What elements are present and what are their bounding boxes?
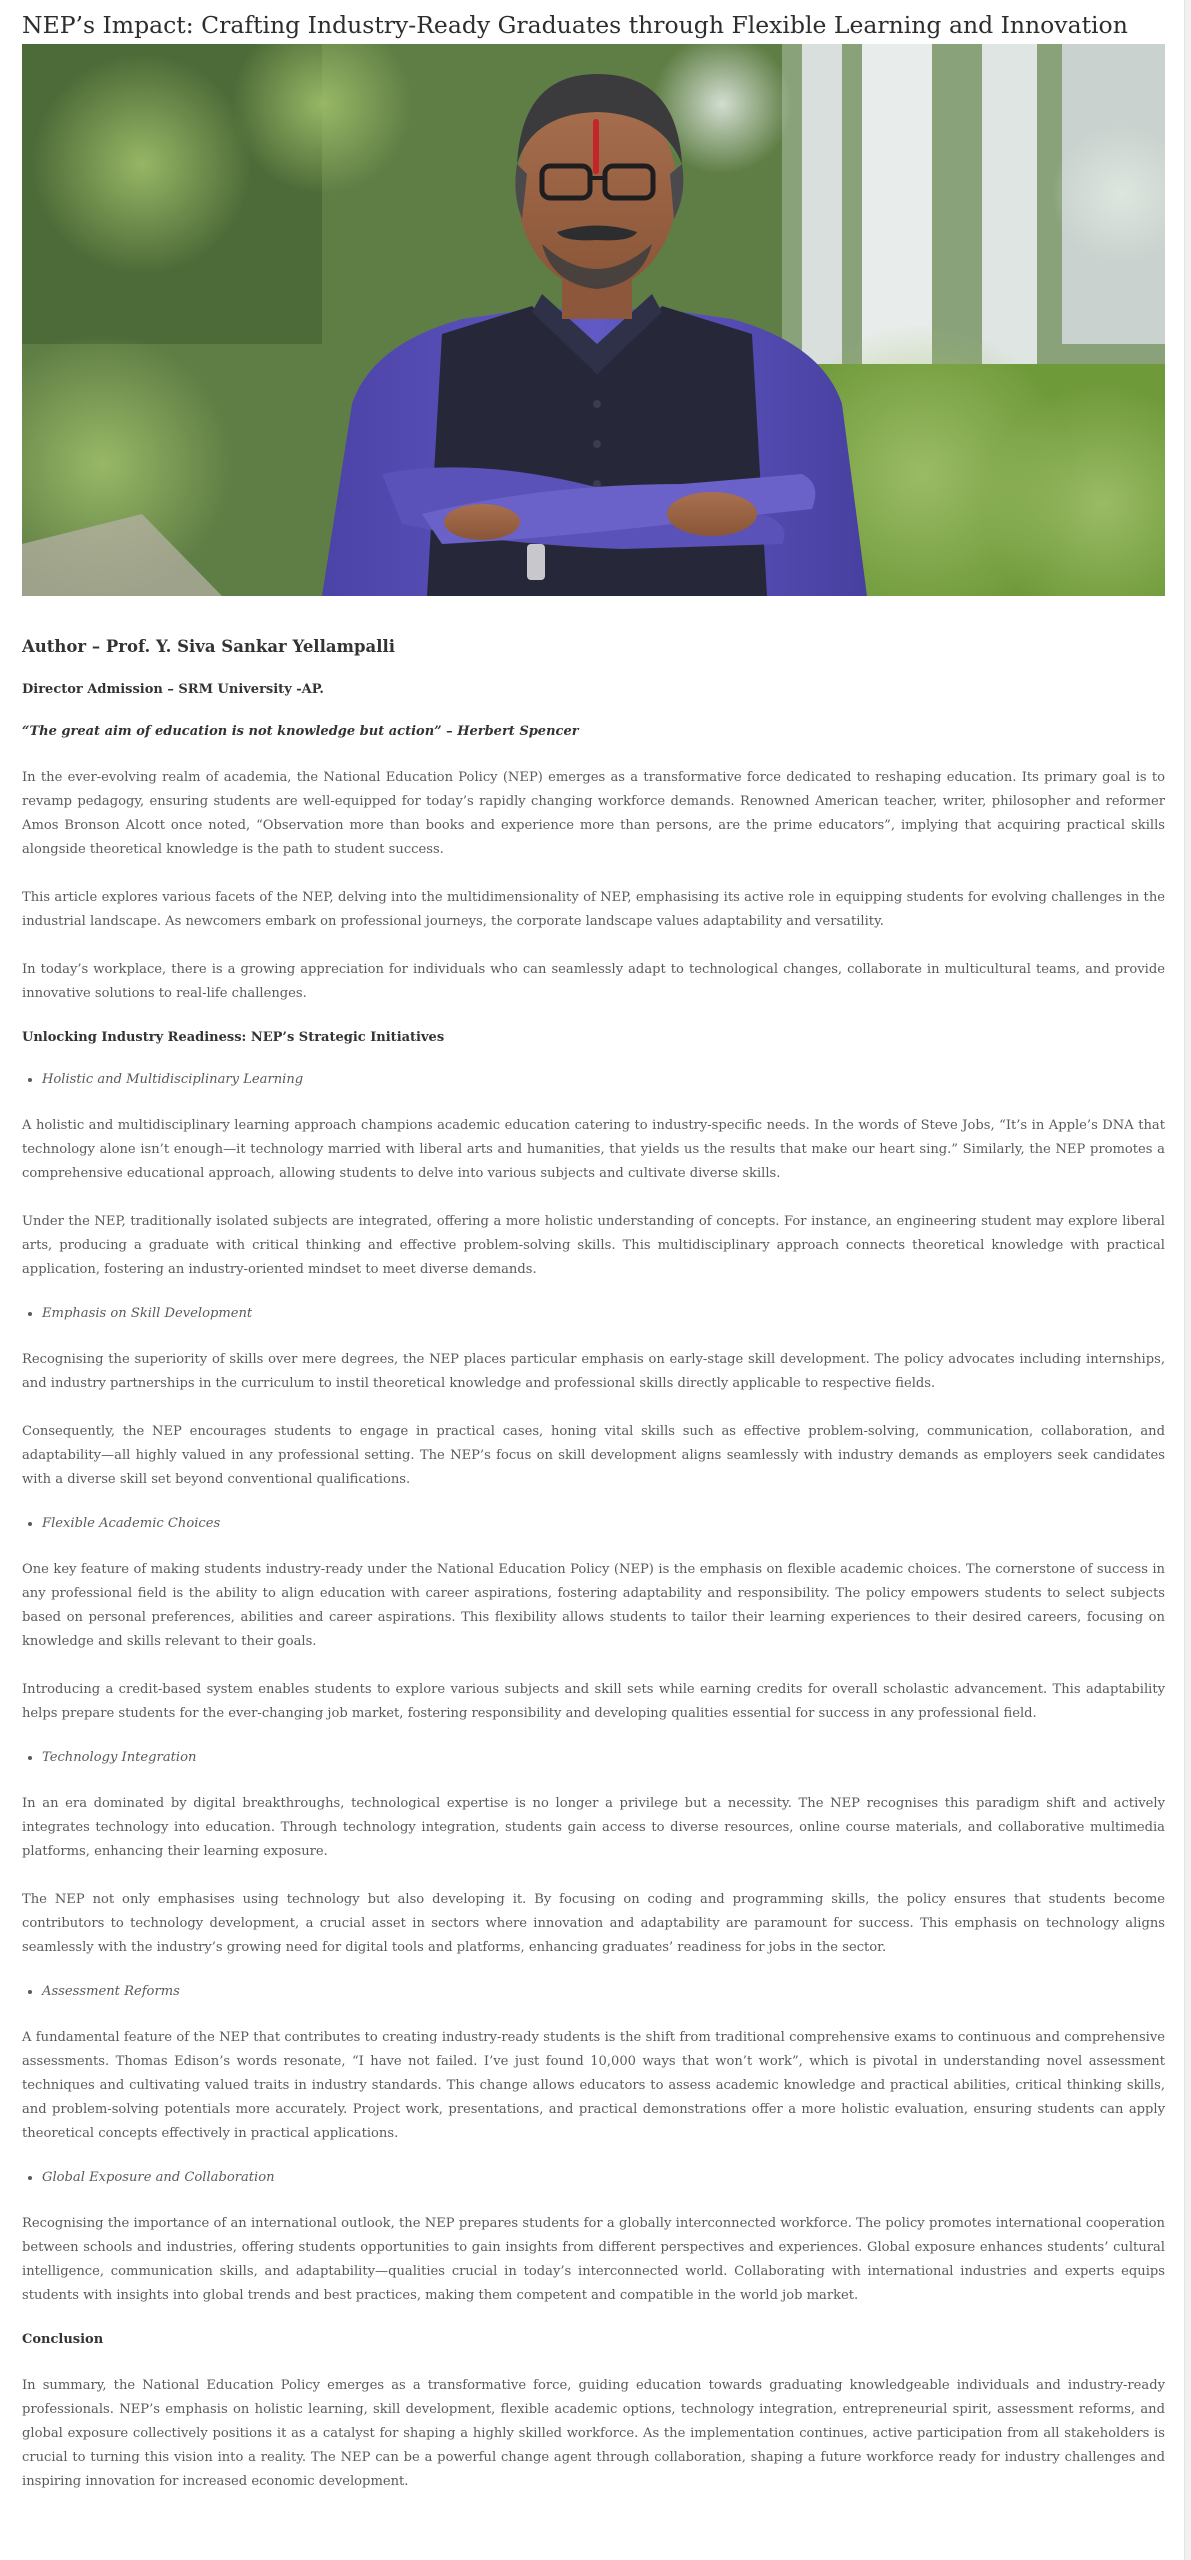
section-bullet — [22, 1304, 1165, 1324]
section-bullet — [22, 1982, 1165, 2002]
author-photo-illustration — [22, 44, 1165, 596]
section-bullet — [22, 1070, 1165, 1090]
initiatives-heading: Unlocking Industry Readiness: NEP’s Strategic Initiatives — [22, 1030, 445, 1045]
section-paragraph: Introducing a credit-based system enables students to explore various subjects and skill sets while earning credits for overall scholastic advancement. This adaptability helps prepare students for the ever-changing job market, fostering responsibility and developing qualities essential for success in any professional field. — [22, 1682, 1165, 1721]
intro-paragraph: In the ever-evolving realm of academia, the National Education Policy (NEP) emerges as a transformative force dedicated to reshaping education. Its primary goal is to revamp pedagogy, ensuring students are well-equipped for today’s rapidly changing workforce demands. Renowned American teacher, writer, philosopher and reformer Amos Bronson Alcott once noted, “Observation more than books and experience more than persons, are the prime educators”, implying that acquiring practical skills alongside theoretical knowledge is the path to student success. — [22, 770, 1165, 857]
conclusion-heading: Conclusion — [22, 2332, 104, 2347]
section-bullet — [22, 1748, 1165, 1768]
article — [22, 0, 1165, 2494]
section-paragraph: Recognising the superiority of skills over mere degrees, the NEP places particular emphasis on early-stage skill development. The policy advocates including internships, and industry partnerships in the curriculum to instil theoretical knowledge and professional skills directly applicable to respective fields. — [22, 1352, 1165, 1391]
opening-quote: “The great aim of education is not knowledge but action” – Herbert Spencer — [22, 724, 579, 739]
section-heading-technology: • Technology Integration — [42, 1748, 1165, 1768]
page-scrollbar[interactable] — [1184, 0, 1191, 2560]
author-photo — [22, 44, 1165, 596]
section-heading-skills: • Emphasis on Skill Development — [42, 1304, 1165, 1324]
article-title: NEP’s Impact: Crafting Industry-Ready Graduates through Flexible Learning and Innovation — [22, 11, 1128, 39]
section-paragraph: Consequently, the NEP encourages students to engage in practical cases, honing vital skills such as effective problem-solving, communication, collaboration, and adaptability—all highly valued in any professional setting. The NEP’s focus on skill development aligns seamlessly with industry demands as employers seek candidates with a diverse skill set beyond conventional qualifications. — [22, 1424, 1165, 1487]
conclusion-paragraph: In summary, the National Education Policy emerges as a transformative force, guiding education towards graduating knowledgeable individuals and industry-ready professionals. NEP’s emphasis on holistic learning, skill development, flexible academic options, technology integration, entrepreneurial spirit, assessment reforms, and global exposure collectively positions it as a catalyst for shaping a highly skilled workforce. As the implementation continues, active participation from all stakeholders is crucial to turning this vision into a reality. The NEP can be a powerful change agent through collaboration, shaping a future workforce ready for industry challenges and inspiring innovation for increased economic development. — [22, 2378, 1165, 2489]
section-bullet — [22, 2168, 1165, 2188]
intro-paragraph: In today’s workplace, there is a growing appreciation for individuals who can seamlessly adapt to technological changes, collaborate in multicultural teams, and provide innovative solutions to real-life challenges. — [22, 962, 1165, 1001]
section-paragraph: One key feature of making students industry-ready under the National Education Policy (NEP) is the emphasis on flexible academic choices. The cornerstone of success in any professional field is the ability to align education with career aspirations, fostering adaptability and responsibility. The policy empowers students to select subjects based on personal preferences, abilities and career aspirations. This flexibility allows students to tailor their learning experiences to their desired careers, focusing on knowledge and skills relevant to their goals. — [22, 1562, 1165, 1649]
section-heading-global: • Global Exposure and Collaboration — [42, 2168, 1165, 2188]
section-bullet — [22, 1514, 1165, 1534]
section-paragraph: Recognising the importance of an international outlook, the NEP prepares students for a globally interconnected workforce. The policy promotes international cooperation between schools and industries, offering students opportunities to gain insights from different perspectives and experiences. Global exposure enhances students’ cultural intelligence, communication skills, and adaptability—qualities crucial in today’s interconnected world. Collaborating with international industries and experts equips students with insights into global trends and best practices, making them competent and compatible in the world job market. — [22, 2216, 1165, 2303]
section-heading-flexible: • Flexible Academic Choices — [42, 1514, 1165, 1534]
section-heading-holistic: • Holistic and Multidisciplinary Learning — [42, 1070, 1165, 1090]
section-heading-assessment: • Assessment Reforms — [42, 1982, 1165, 2002]
intro-paragraph: This article explores various facets of the NEP, delving into the multidimensionality of NEP, emphasising its active role in equipping students for evolving challenges in the industrial landscape. As newcomers embark on professional journeys, the corporate landscape values adaptability and versatility. — [22, 890, 1165, 929]
section-paragraph: A holistic and multidisciplinary learning approach champions academic education catering to industry-specific needs. In the words of Steve Jobs, “It’s in Apple’s DNA that technology alone isn’t enough—it technology married with liberal arts and humanities, that yields us the results that make our heart sing.” Similarly, the NEP promotes a comprehensive educational approach, allowing students to delve into various subjects and cultivate diverse skills. — [22, 1118, 1165, 1181]
section-paragraph: In an era dominated by digital breakthroughs, technological expertise is no longer a privilege but a necessity. The NEP recognises this paradigm shift and actively integrates technology into education. Through technology integration, students gain access to diverse resources, online course materials, and collaborative multimedia platforms, enhancing their learning exposure. — [22, 1796, 1165, 1859]
section-paragraph: The NEP not only emphasises using technology but also developing it. By focusing on coding and programming skills, the policy ensures that students become contributors to technology development, a crucial asset in sectors where innovation and adaptability are paramount for success. This emphasis on technology aligns seamlessly with the industry’s growing need for digital tools and platforms, enhancing graduates’ readiness for jobs in the sector. — [22, 1892, 1165, 1955]
author-role: Director Admission – SRM University -AP. — [22, 682, 324, 697]
section-paragraph: A fundamental feature of the NEP that contributes to creating industry-ready students is the shift from traditional comprehensive exams to continuous and comprehensive assessments. Thomas Edison’s words resonate, “I have not failed. I’ve just found 10,000 ways that won’t work”, which is pivotal in understanding novel assessment techniques and cultivating valued traits in industry standards. This change allows educators to assess academic knowledge and practical abilities, critical thinking skills, and problem-solving potentials more accurately. Project work, presentations, and practical demonstrations offer a more holistic evaluation, ensuring students can apply theoretical concepts effectively in practical applications. — [22, 2030, 1165, 2141]
author-name: Author – Prof. Y. Siva Sankar Yellampalli — [22, 637, 396, 656]
section-paragraph: Under the NEP, traditionally isolated subjects are integrated, offering a more holistic understanding of concepts. For instance, an engineering student may explore liberal arts, producing a graduate with critical thinking and effective problem-solving skills. This multidisciplinary approach connects theoretical knowledge with practical application, fostering an industry-oriented mindset to meet diverse demands. — [22, 1214, 1165, 1277]
